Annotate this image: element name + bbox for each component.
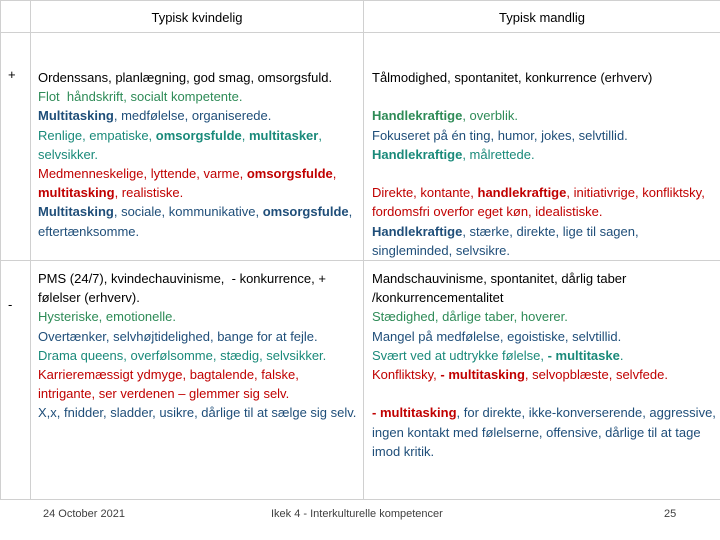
text-line (372, 327, 716, 346)
text-segment: , selvsikker. (38, 127, 326, 162)
emphasized-text: omsorgsfulde (155, 127, 242, 143)
text-segment: Hysteriske, emotionelle. (38, 309, 176, 325)
positive-row (1, 33, 720, 261)
text-segment: Renlige, empatiske, (38, 127, 156, 143)
negative-row (1, 261, 720, 500)
text-segment: Karrieremæssigt ydmyge, bagtalende, falske, intrigante, ser verdenen – glemmer sig selv. (38, 367, 303, 402)
blank-line (372, 164, 716, 183)
text-line (38, 269, 357, 307)
text-line (38, 87, 357, 106)
text-line (38, 68, 357, 87)
emphasized-text: omsorgsfulde (246, 166, 333, 182)
blank-line (372, 87, 716, 106)
text-segment: , realistiske. (114, 185, 184, 201)
text-segment: Svært ved at udtrykke følelse, (372, 347, 548, 363)
text-line (38, 106, 357, 125)
text-line (372, 183, 716, 221)
text-segment: , målrettede. (462, 146, 535, 162)
text-line (372, 307, 716, 326)
emphasized-text: handlekraftige (477, 185, 567, 201)
text-segment: , (241, 127, 249, 143)
text-segment: , (332, 166, 341, 182)
emphasized-text: multitasking (38, 185, 115, 201)
male-header: Typisk mandlig (364, 1, 720, 33)
male-positive-cell (364, 33, 720, 261)
text-segment: , initiativrige, konfliktsky, fordomsfri overfor eget køn, idealistiske. (372, 185, 709, 220)
text-segment: , overblik. (462, 108, 518, 124)
text-segment: , medfølelse, organiserede. (113, 108, 272, 124)
header-row (1, 1, 720, 33)
footer-title: Ikek 4 - Interkulturelle kompetencer (271, 508, 443, 520)
text-segment: Medmenneskelige, lyttende, varme, (38, 166, 247, 182)
emphasized-text: - multitasking (440, 367, 525, 383)
emphasized-text: multitasker (248, 127, 319, 143)
text-segment: Mangel på medfølelse, egoistiske, selvtillid. (372, 328, 622, 344)
text-segment: , for direkte, ikke-konverserende, aggressive, ingen kontakt med følelserne, offensive, dårlige til at tage imod kritik. (372, 405, 720, 459)
emphasized-text: Handlekraftige (372, 223, 463, 239)
emphasized-text: - multitaske (547, 347, 620, 363)
text-segment: X,x, fnidder, sladder, usikre, dårlige til at sælge sig selv. (38, 405, 357, 421)
emphasized-text: Multitasking (38, 108, 114, 124)
text-line (372, 126, 716, 145)
text-segment: Overtænker, selvhøjtidelighed, bange for at fejle. (38, 328, 318, 344)
male-negative-cell (364, 261, 720, 500)
text-line (372, 145, 716, 164)
emphasized-text: Multitasking (38, 204, 114, 220)
text-segment: , stærke, direkte, lige til sagen, singleminded, selvsikre. (372, 223, 643, 258)
text-line (38, 365, 357, 403)
text-segment: Fokuseret på én ting, humor, jokes, selvtillid. (372, 127, 628, 143)
text-line (372, 346, 716, 365)
text-line (38, 126, 357, 164)
text-segment: Stædighed, dårlige taber, hoverer. (372, 309, 568, 325)
text-segment: , eftertænksomme. (38, 204, 356, 239)
female-header: Typisk kvindelig (31, 1, 364, 33)
text-line (38, 202, 357, 240)
female-positive-cell (31, 33, 364, 261)
emphasized-text: omsorgsfulde (262, 204, 349, 220)
text-segment: , selvopblæste, selvfede. (524, 367, 668, 383)
text-line (372, 269, 716, 307)
text-line (372, 403, 720, 461)
negative-sign: - (1, 261, 31, 500)
text-segment: Drama queens, overfølsomme, stædig, selvsikker. (38, 347, 327, 363)
text-line (38, 307, 357, 326)
text-line (372, 106, 716, 125)
sign-header (1, 1, 31, 33)
text-line (372, 68, 716, 87)
text-segment: Mandschauvinisme, spontanitet, dårlig taber /konkurrencementalitet (372, 271, 630, 306)
text-segment: Tålmodighed, spontanitet, konkurrence (erhverv) (372, 70, 653, 85)
text-line (372, 365, 716, 384)
text-line (38, 164, 357, 202)
emphasized-text: Handlekraftige (372, 146, 463, 162)
text-segment: PMS (24/7), kvindechauvinisme, - konkurrence, + følelser (erhverv). (38, 271, 330, 306)
emphasized-text: Handlekraftige (372, 108, 463, 124)
female-negative-cell (31, 261, 364, 500)
text-segment: Ordenssans, planlægning, god smag, omsorgsfuld. (38, 70, 333, 85)
text-line (372, 222, 716, 260)
text-line (38, 403, 357, 422)
text-segment: Direkte, kontante, (372, 185, 478, 201)
footer-date: 24 October 2021 (43, 508, 125, 520)
page-number: 25 (664, 508, 677, 520)
text-segment: Konfliktsky, (372, 367, 441, 383)
positive-sign: + (1, 33, 31, 261)
text-line (38, 346, 357, 365)
emphasized-text: - multitasking (372, 405, 457, 421)
text-segment: . (619, 347, 624, 363)
text-line (38, 327, 357, 346)
blank-line (372, 384, 716, 403)
text-segment: , sociale, kommunikative, (113, 204, 263, 220)
text-segment: Flot håndskrift, socialt kompetente. (38, 89, 243, 105)
